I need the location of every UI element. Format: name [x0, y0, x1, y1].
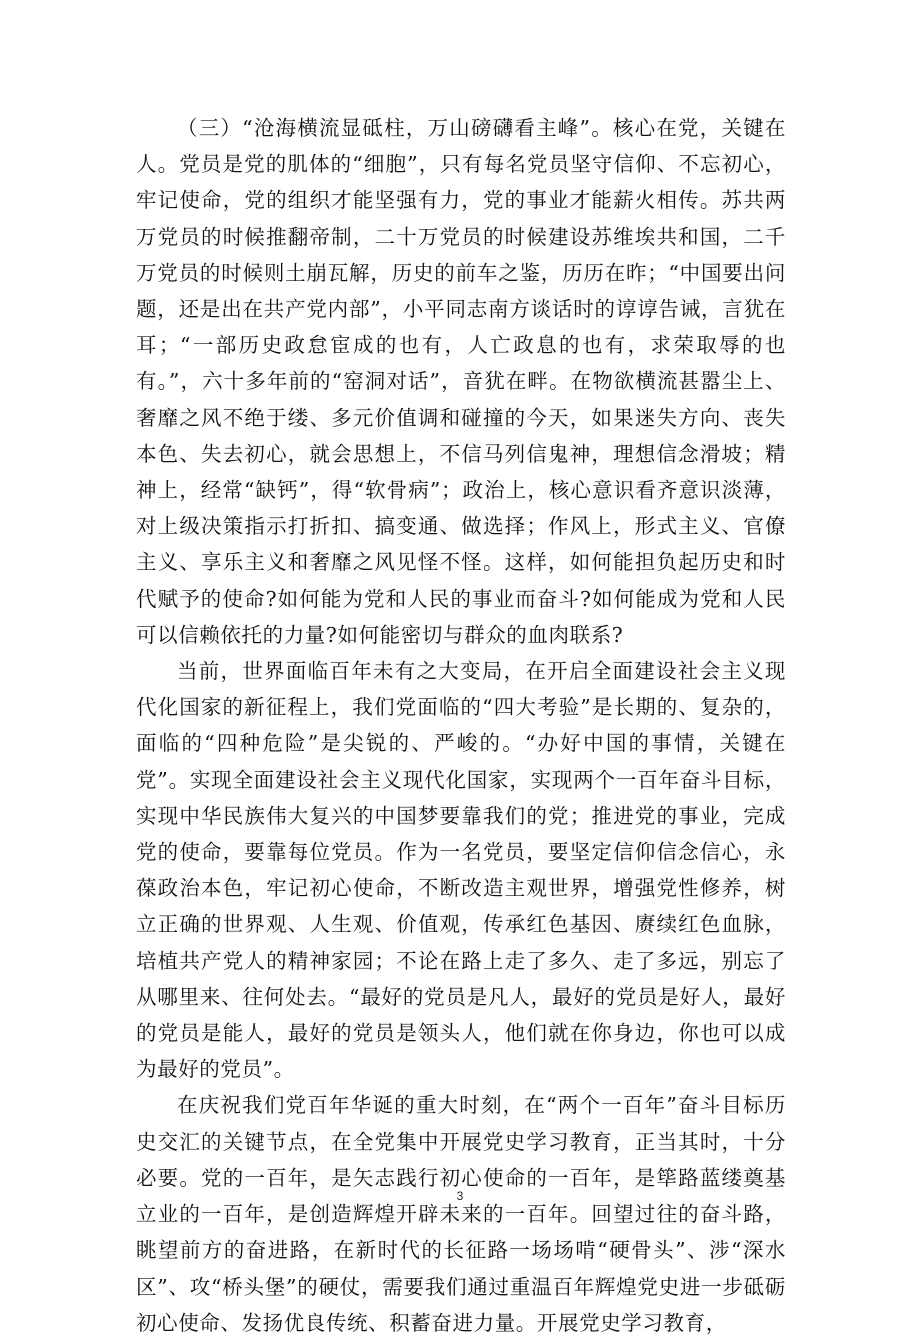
page-number: 3 — [456, 1189, 464, 1203]
paragraph-2: 当前，世界面临百年未有之大变局，在开启全面建设社会主义现代化国家的新征程上，我们党面临的“四大考验”是长期的、复杂的，面临的“四种危险”是尖锐的、严峻的。“办好中国的事情，关键在党”。实现全面建设社会主义现代化国家，实现两个一百年奋斗目标，实现中华民族伟大复兴的中国梦要靠我们的党；推进党的事业，完成党的使命，要靠每位党员。作为一名党员，要坚定信仰信念信心，永葆政治本色，牢记初心使命，不断改造主观世界，增强党性修养，树立正确的世界观、人生观、价值观，传承红色基因、赓续红色血脉，培植共产党人的精神家园；不论在路上走了多久、走了多远，别忘了从哪里来、往何处去。“最好的党员是凡人，最好的党员是好人，最好的党员是能人，最好的党员是领头人，他们就在你身边，你也可以成为最好的党员”。 — [136, 659, 786, 1082]
paragraph-1: （三）“沧海横流显砥柱，万山磅礴看主峰”。核心在党，关键在人。党员是党的肌体的“细胞”，只有每名党员坚守信仰、不忘初心，牢记使命，党的组织才能坚强有力，党的事业才能薪火相传。苏共两万党员的时候推翻帝制，二十万党员的时候建设苏维埃共和国，二千万党员的时候则土崩瓦解，历史的前车之鉴，历历在昨；“中国要出问题，还是出在共产党内部”，小平同志南方谈话时的谆谆告诫，言犹在耳；“一部历史政怠宦成的也有，人亡政息的也有，求荣取辱的也有。”，六十多年前的“窑洞对话”，音犹在畔。在物欲横流甚嚣尘上、奢靡之风不绝于缕、多元价值调和碰撞的今天，如果迷失方向、丧失本色、失去初心，就会思想上，不信马列信鬼神，理想信念滑坡；精神上，经常“缺钙”，得“软骨病”；政治上，核心意识看齐意识淡薄，对上级决策指示打折扣、搞变通、做选择；作风上，形式主义、官僚主义、享乐主义和奢靡之风见怪不怪。这样，如何能担负起历史和时代赋予的使命?如何能为党和人民的事业而奋斗?如何能成为党和人民可以信赖依托的力量?如何能密切与群众的血肉联系? — [136, 116, 786, 647]
document-body — [136, 110, 786, 1341]
paragraph-3: 在庆祝我们党百年华诞的重大时刻，在“两个一百年”奋斗目标历史交汇的关键节点，在全党集中开展党史学习教育，正当其时，十分必要。党的一百年，是矢志践行初心使命的一百年，是筚路蓝缕奠基立业的一百年，是创造辉煌开辟未来的一百年。回望过往的奋斗路，眺望前方的奋进路，在新时代的长征路一场场啃“硬骨头”、涉“深水区”、攻“桥头堡”的硬仗，需要我们通过重温百年辉煌党史进一步砥砺初心使命、发扬优良传统、积蓄奋进力量。开展党史学习教育， — [136, 1093, 786, 1335]
